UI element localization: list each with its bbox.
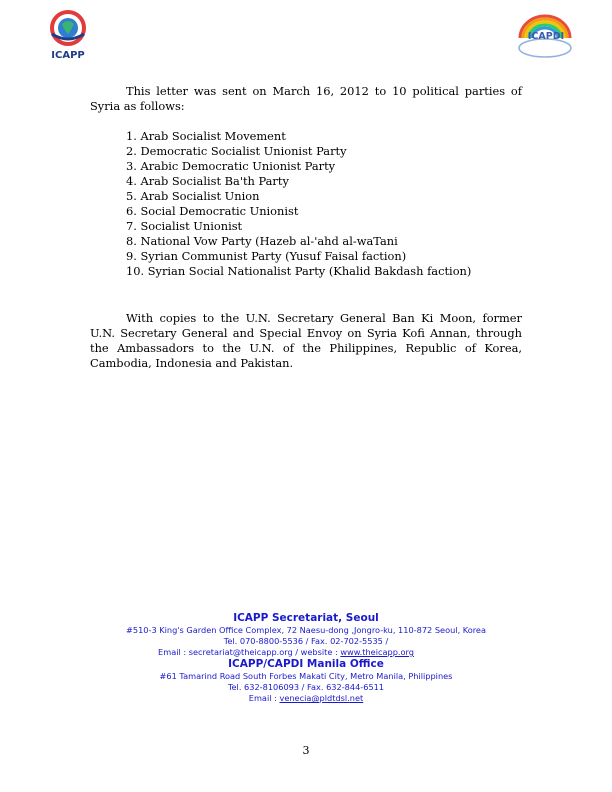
copies-paragraph: With copies to the U.N. Secretary General Ban Ki Moon, former U.N. Secretary General and Special Envoy on Syria Kofi Annan, through the Ambassadors to the U.N. of the Philippines, Republic of Korea, Cambodia, Indonesia and Pakistan.	[90, 311, 522, 370]
list-item: 3. Arabic Democratic Unionist Party	[126, 159, 336, 173]
capdi-logo-text: ICAPDI	[527, 31, 565, 42]
list-item: 2. Democratic Socialist Unionist Party	[126, 144, 347, 158]
seoul-address: #510-3 King's Garden Office Complex, 72 Naesu-dong ,Jongro-ku, 110-872 Seoul, Korea	[126, 625, 486, 635]
party-list	[126, 129, 522, 279]
list-item: 8. National Vow Party (Hazeb al-'ahd al-waTani	[126, 234, 398, 248]
letter-body	[90, 84, 522, 371]
list-item: 7. Socialist Unionist	[126, 219, 243, 233]
manila-office-heading: ICAPP/CAPDI Manila Office	[228, 658, 384, 670]
manila-tel: Tel. 632-8106093 / Fax. 632-844-6511	[227, 682, 385, 692]
seoul-contact	[80, 647, 532, 658]
seoul-tel: Tel. 070-8800-5536 / Fax. 02-702-5535 /	[223, 636, 389, 646]
list-item: 5. Arab Socialist Union	[126, 189, 260, 203]
list-item: 4. Arab Socialist Ba'th Party	[126, 174, 289, 188]
manila-email-label: Email :	[248, 693, 280, 703]
website-link[interactable]: www.theicapp.org	[340, 647, 414, 657]
page-number: 3	[302, 744, 310, 757]
intro-paragraph: This letter was sent on March 16, 2012 to 10 political parties of Syria as follows:	[90, 84, 522, 113]
list-item: 6. Social Democratic Unionist	[126, 204, 299, 218]
list-item: 9. Syrian Communist Party (Yusuf Faisal faction)	[126, 249, 407, 263]
icapp-logo-text: ICAPP	[51, 50, 85, 61]
capdi-logo	[512, 8, 578, 64]
list-item: 10. Syrian Social Nationalist Party (Khalid Bakdash faction)	[126, 264, 472, 278]
manila-address: #61 Tamarind Road South Forbes Makati City, Metro Manila, Philippines	[159, 671, 453, 681]
icapp-globe-icon	[40, 8, 96, 52]
footer	[80, 612, 532, 704]
email-link[interactable]: venecia@pldtdsl.net	[279, 693, 364, 703]
icapp-logo	[40, 8, 96, 64]
seoul-email-text: Email : secretariat@theicapp.org / website :	[158, 647, 341, 657]
manila-contact	[80, 693, 532, 704]
seoul-office-heading: ICAPP Secretariat, Seoul	[233, 612, 379, 624]
list-item: 1. Arab Socialist Movement	[126, 129, 286, 143]
